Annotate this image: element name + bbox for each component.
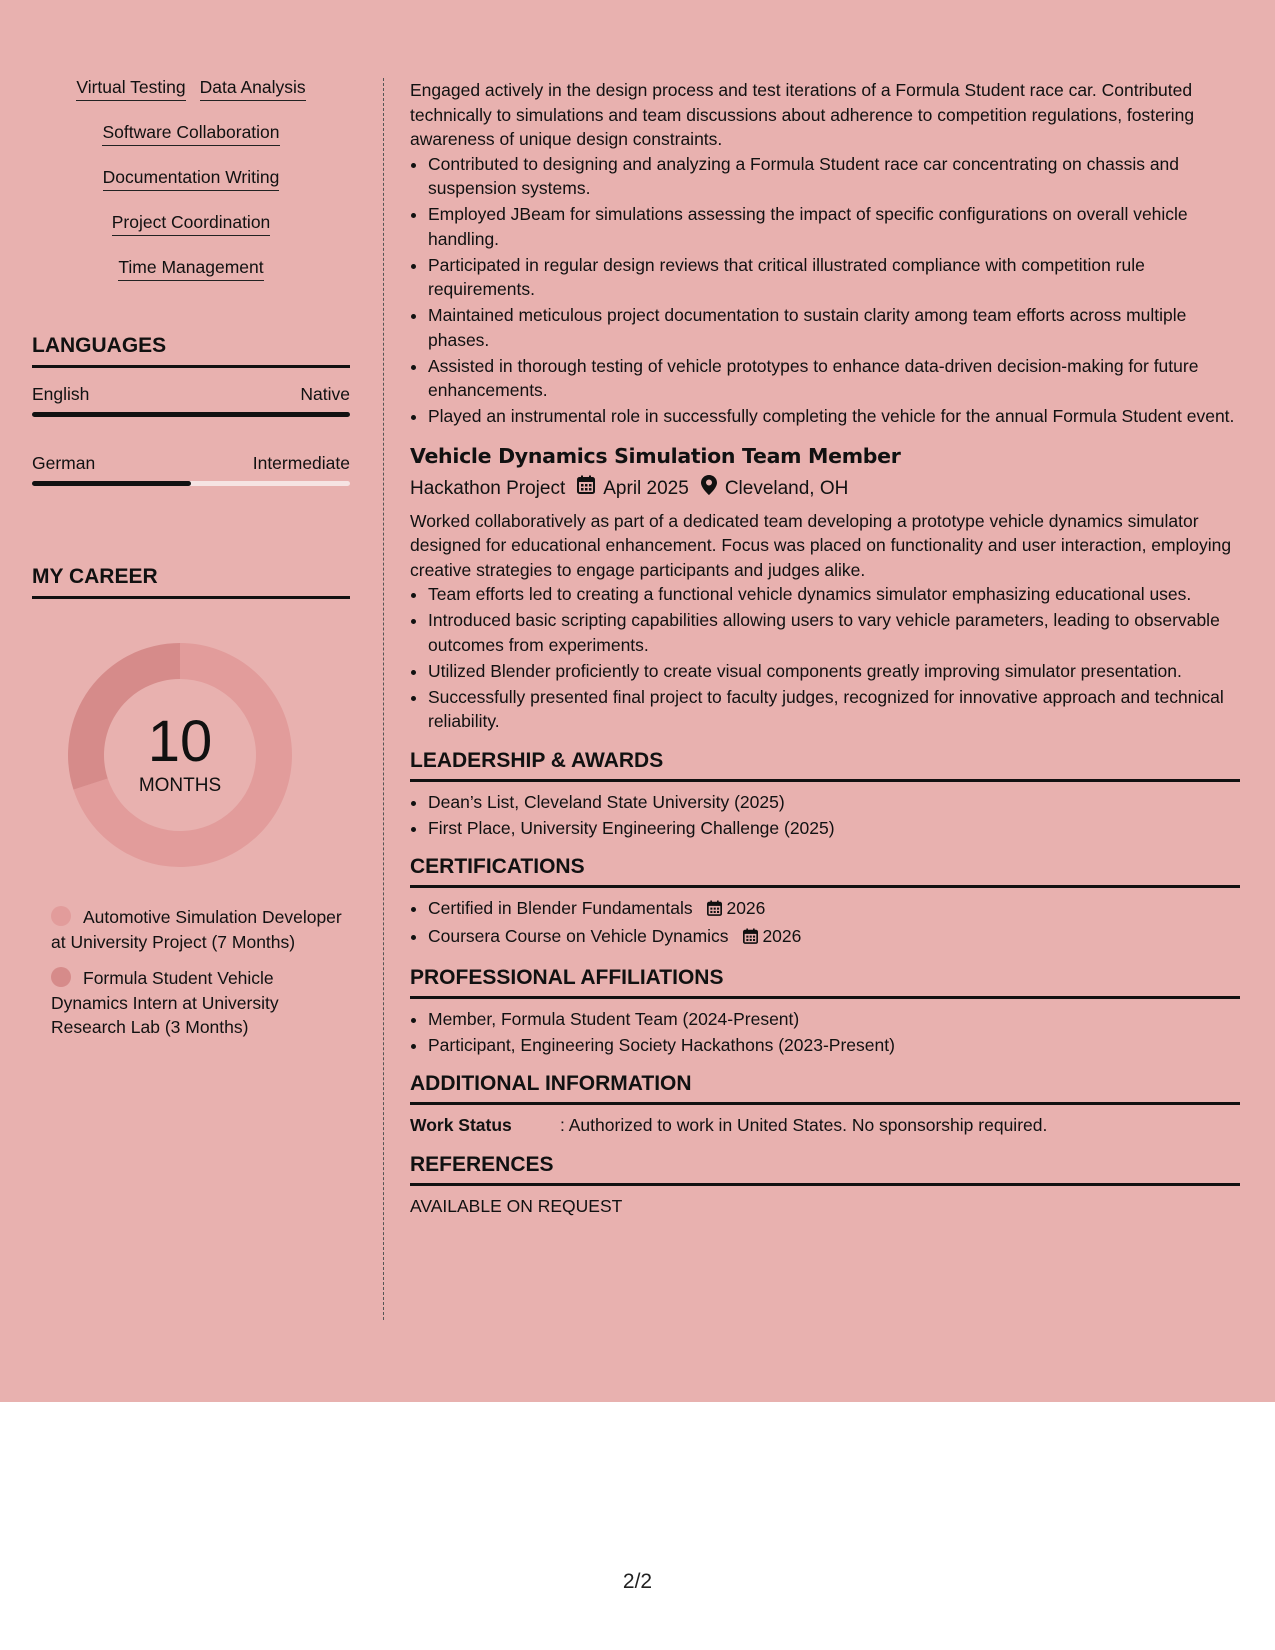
skills-list (32, 76, 350, 281)
language-bar-fill (32, 412, 350, 417)
legend-dot-icon (51, 967, 71, 987)
calendar-icon (743, 926, 758, 951)
list-item: • First Place, University Engineering Challenge (2025) (428, 816, 1240, 841)
references-heading: REFERENCES (410, 1152, 1240, 1186)
list-item: • Maintained meticulous project documentation to sustain clarity among team efforts across multiple phases. (428, 303, 1240, 352)
list-item: • Played an instrumental role in successfully completing the vehicle for the annual Formula Student event. (428, 404, 1240, 429)
skill-tag: Virtual Testing (76, 76, 185, 101)
job-location: Cleveland, OH (724, 477, 849, 499)
career-legend-item (51, 905, 350, 954)
skill-row (32, 76, 350, 101)
leadership-list (410, 790, 1240, 841)
job-meta (410, 475, 1240, 503)
list-item: • Participant, Engineering Society Hackathons (2023-Present) (428, 1033, 1240, 1058)
language-bar (32, 412, 350, 417)
skill-tag: Documentation Writing (103, 166, 280, 191)
job-title: Vehicle Dynamics Simulation Team Member (410, 443, 901, 468)
additional-info-heading: ADDITIONAL INFORMATION (410, 1071, 1240, 1105)
column-divider (383, 78, 384, 1320)
skill-tag: Time Management (118, 256, 263, 281)
language-name: English (32, 384, 90, 404)
language-level: Intermediate (252, 453, 350, 473)
job-organization: Hackathon Project (410, 477, 566, 499)
certification-year: 2026 (762, 926, 802, 946)
page-number: 2/2 (622, 1570, 653, 1593)
career-legend-label: Formula Student Vehicle Dynamics Intern at University Research Lab (3 Months) (51, 968, 279, 1037)
language-name: German (32, 453, 96, 473)
certifications-heading: CERTIFICATIONS (410, 854, 1240, 888)
languages-heading: LANGUAGES (32, 333, 350, 368)
calendar-icon (707, 898, 722, 923)
career-donut-chart (66, 641, 294, 869)
list-item: • Successfully presented final project to faculty judges, recognized for innovative approach and technical reliability. (428, 685, 1240, 734)
career-total-unit: MONTHS (138, 775, 222, 796)
list-item: • Utilized Blender proficiently to create visual components greatly improving simulator presentation. (428, 659, 1240, 684)
list-item: • Team efforts led to creating a functional vehicle dynamics simulator emphasizing educational uses. (428, 582, 1240, 607)
career-donut-center (66, 641, 294, 869)
skill-tag: Data Analysis (200, 76, 306, 101)
job-date: April 2025 (603, 477, 689, 499)
calendar-icon (577, 475, 595, 502)
list-item (428, 924, 1240, 951)
career-total-number: 10 (147, 709, 213, 774)
list-item: • Dean’s List, Cleveland State University (2025) (428, 790, 1240, 815)
work-status-label: Work Status (410, 1115, 512, 1135)
career-legend-label: Automotive Simulation Developer at University Project (7 Months) (51, 907, 342, 952)
career-heading: MY CAREER (32, 564, 350, 599)
work-status-value: : Authorized to work in United States. No sponsorship required. (560, 1115, 1048, 1135)
certifications-list (410, 896, 1240, 951)
sidebar (32, 76, 350, 1052)
affiliations-list (410, 1007, 1240, 1058)
affiliations-heading: PROFESSIONAL AFFILIATIONS (410, 965, 1240, 999)
career-legend-item (51, 966, 350, 1040)
list-item: • Introduced basic scripting capabilities allowing users to vary vehicle parameters, leading to observable outcomes from experiments. (428, 608, 1240, 657)
skill-row (32, 166, 350, 191)
location-pin-icon (701, 475, 717, 503)
leadership-heading: LEADERSHIP & AWARDS (410, 748, 1240, 782)
work-status-row (410, 1113, 1240, 1138)
list-item: • Participated in regular design reviews that critical illustrated compliance with competition rule requirements. (428, 253, 1240, 302)
list-item: • Assisted in thorough testing of vehicle prototypes to enhance data-driven decision-making for future enhancements. (428, 354, 1240, 403)
job-intro: Worked collaboratively as part of a dedicated team developing a prototype vehicle dynamics simulator designed for educational enhancement. Focus was placed on functionality and user interaction, employing creative strategies to engage participants and judges alike. (410, 510, 1232, 580)
career-legend (51, 905, 350, 1040)
certification-name: Coursera Course on Vehicle Dynamics (428, 926, 729, 946)
job-bullets (410, 582, 1240, 734)
experience-intro: Engaged actively in the design process and test iterations of a Formula Student race car. Contributed technically to simulations and team discussions about adherence to competition regulations, fostering awareness of unique design constraints. (410, 80, 1195, 149)
language-bar (32, 481, 350, 486)
language-item (32, 451, 350, 486)
language-item (32, 382, 350, 417)
language-bar-fill (32, 481, 191, 486)
skill-tag: Software Collaboration (102, 121, 279, 146)
experience-bullets (410, 152, 1240, 429)
list-item (428, 896, 1240, 923)
skill-row (32, 121, 350, 146)
list-item: • Contributed to designing and analyzing a Formula Student race car concentrating on chassis and suspension systems. (428, 152, 1240, 201)
language-level: Native (300, 384, 350, 404)
skill-row (32, 256, 350, 281)
references-text: AVAILABLE ON REQUEST (410, 1195, 623, 1216)
certification-name: Certified in Blender Fundamentals (428, 898, 693, 918)
main-content (410, 78, 1240, 1218)
certification-year: 2026 (726, 898, 766, 918)
list-item: • Employed JBeam for simulations assessing the impact of specific configurations on overall vehicle handling. (428, 202, 1240, 251)
skill-tag: Project Coordination (112, 211, 271, 236)
skill-row (32, 211, 350, 236)
list-item: • Member, Formula Student Team (2024-Present) (428, 1007, 1240, 1032)
legend-dot-icon (51, 906, 71, 926)
